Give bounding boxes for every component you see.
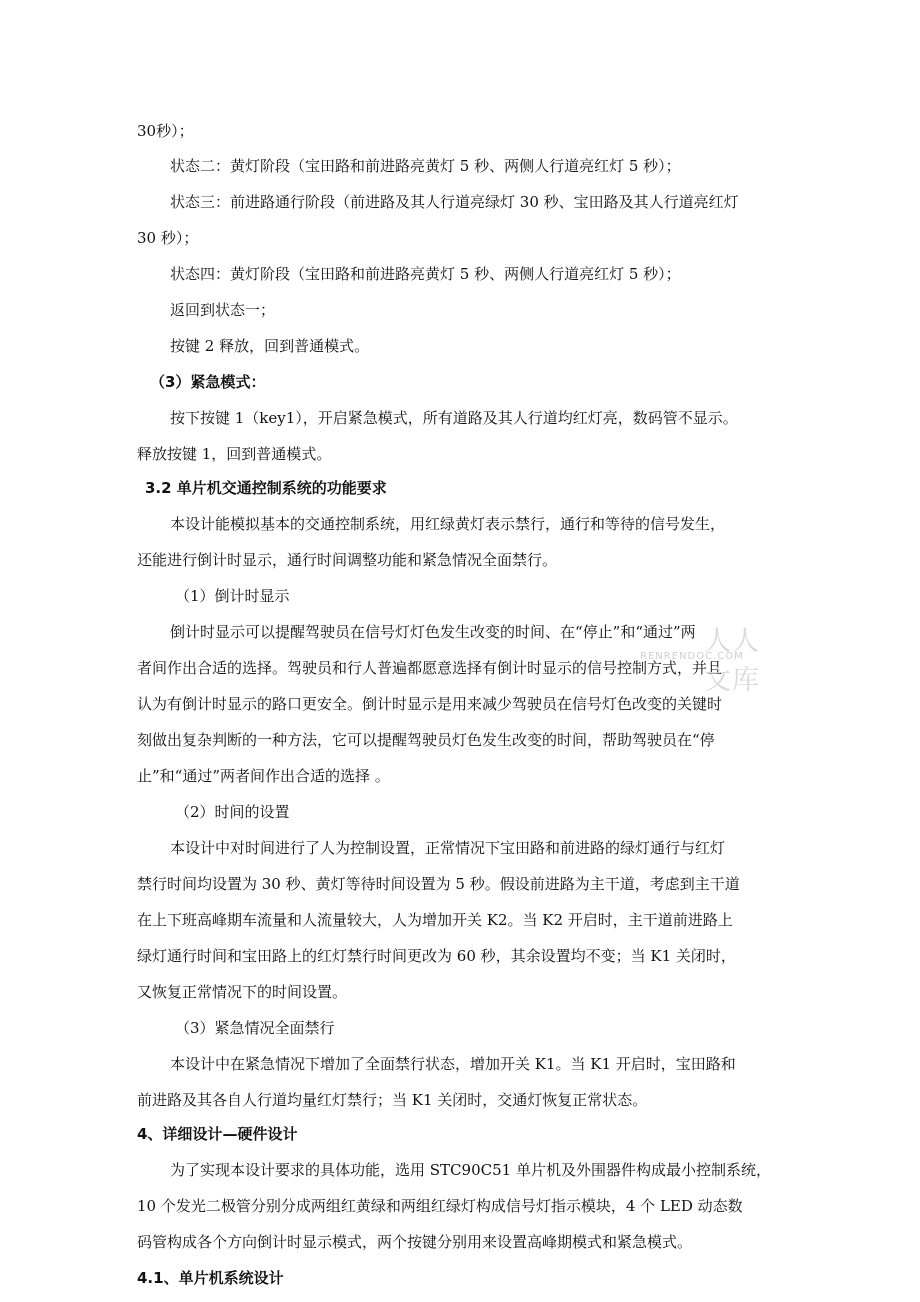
text-line: 倒计时显示可以提醒驾驶员在信号灯灯色发生改变的时间、在“停止”和“通过”两 (170, 623, 696, 641)
watermark-logo-text: 人人文库 (704, 626, 760, 696)
text-line: 返回到状态一； (170, 301, 276, 319)
text-line: 绿灯通行时间和宝田路上的红灯禁行时间更改为 60 秒，其余设置均不变；当 K1 关闭时， (137, 947, 736, 965)
text-line: 30 秒）； (137, 229, 199, 247)
text-line: 释放按键 1，回到普通模式。 (137, 445, 332, 463)
section-heading: 3.2 单片机交通控制系统的功能要求 (145, 479, 387, 497)
text-line: 状态三：前进路通行阶段（前进路及其人行道亮绿灯 30 秒、宝田路及其人行道亮红灯 (170, 193, 739, 211)
watermark (640, 619, 786, 696)
text-line: 状态四：黄灯阶段（宝田路和前进路亮黄灯 5 秒、两侧人行道亮红灯 5 秒）； (170, 265, 681, 283)
text-line: 者间作出合适的选择。驾驶员和行人普遍都愿意选择有倒计时显示的信号控制方式，并且 (137, 659, 723, 677)
text-line: 状态二：黄灯阶段（宝田路和前进路亮黄灯 5 秒、两侧人行道亮红灯 5 秒）； (170, 157, 681, 175)
text-line: 止”和“通过”两者间作出合适的选择 。 (137, 767, 390, 785)
text-line: 为了实现本设计要求的具体功能，选用 STC90C51 单片机及外围器件构成最小控制系统， (170, 1161, 771, 1179)
subsection-heading: （3）紧急模式： (150, 373, 266, 391)
text-line: 码管构成各个方向倒计时显示模式，两个按键分别用来设置高峰期模式和紧急模式。 (137, 1233, 693, 1251)
text-line: 本设计能模拟基本的交通控制系统，用红绿黄灯表示禁行，通行和等待的信号发生， (170, 515, 726, 533)
text-line: 30秒）； (137, 122, 194, 140)
item-heading: （1）倒计时显示 (175, 587, 290, 605)
text-line: 10 个发光二极管分别分成两组红黄绿和两组红绿灯构成信号灯指示模块，4 个 LED 动态数 (137, 1197, 743, 1215)
text-line: 认为有倒计时显示的路口更安全。倒计时显示是用来减少驾驶员在信号灯色改变的关键时 (137, 695, 723, 713)
text-line: 按下按键 1（key1），开启紧急模式，所有道路及其人行道均红灯亮，数码管不显示。 (170, 409, 738, 427)
watermark-site-text: RENRENDOC.COM (640, 651, 744, 662)
text-line: 按键 2 释放，回到普通模式。 (170, 337, 370, 355)
section-heading: 4、详细设计—硬件设计 (137, 1125, 298, 1143)
text-line: 本设计中对时间进行了人为控制设置，正常情况下宝田路和前进路的绿灯通行与红灯 (170, 839, 726, 857)
text-line: 禁行时间均设置为 30 秒、黄灯等待时间设置为 5 秒。假设前进路为主干道，考虑到主干道 (137, 875, 740, 893)
text-line: 在上下班高峰期车流量和人流量较大，人为增加开关 K2。当 K2 开启时，主干道前进路上 (137, 911, 733, 929)
text-line: 还能进行倒计时显示，通行时间调整功能和紧急情况全面禁行。 (137, 551, 558, 569)
text-line: 又恢复正常情况下的时间设置。 (137, 983, 348, 1001)
item-heading: （3）紧急情况全面禁行 (175, 1019, 335, 1037)
text-line: 本设计中在紧急情况下增加了全面禁行状态，增加开关 K1。当 K1 开启时，宝田路和 (170, 1055, 736, 1073)
section-heading: 4.1、单片机系统设计 (137, 1269, 284, 1287)
text-line: 前进路及其各自人行道均量红灯禁行；当 K1 关闭时，交通灯恢复正常状态。 (137, 1091, 648, 1109)
item-heading: （2）时间的设置 (175, 803, 290, 821)
text-line: 刻做出复杂判断的一种方法，它可以提醒驾驶员灯色发生改变的时间，帮助驾驶员在“停 (137, 731, 715, 749)
